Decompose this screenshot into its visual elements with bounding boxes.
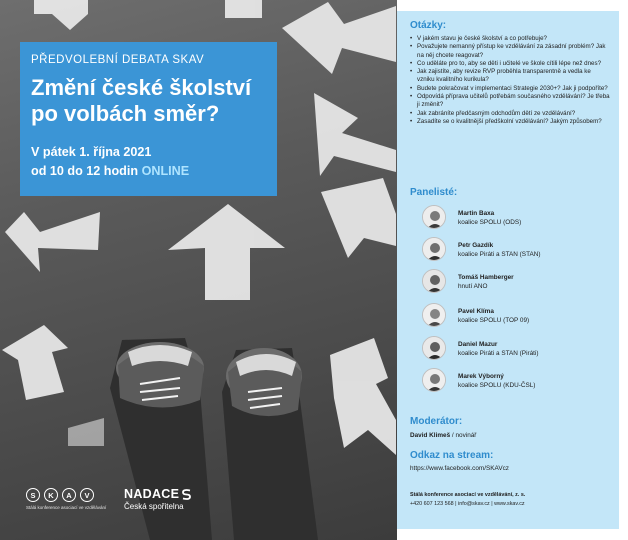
moderator-name: David Klimeš — [410, 432, 451, 439]
skav-letters — [26, 488, 116, 502]
panelist-name: Pavel Klíma — [458, 308, 494, 315]
nadace-subtitle: Česká spořitelna — [124, 502, 184, 511]
avatar — [422, 368, 446, 392]
panelist-party: koalice SPOLU (TOP 09) — [458, 317, 530, 325]
moderator-line — [410, 432, 476, 439]
panelist-row — [422, 237, 612, 267]
question-item: • Zasadíte se o kvalitnější předškolní vzdělávání? Jakým způsobem? — [410, 118, 610, 126]
panelist-party: koalice SPOLU (KDU-ČSL) — [458, 382, 536, 390]
question-item: • Co uděláte pro to, aby se děti i učitelé ve škole cítili lépe než dnes? — [410, 60, 610, 68]
stream-link[interactable]: https://www.facebook.com/SKAVcz — [410, 465, 509, 472]
moderator-heading: Moderátor: — [410, 416, 463, 427]
questions-heading: Otázky: — [410, 20, 447, 31]
footer — [410, 491, 525, 508]
nadace-name: NADACE — [124, 487, 180, 501]
nadace-logo[interactable] — [124, 487, 191, 511]
event-time-line — [31, 162, 265, 181]
panelist-row — [422, 205, 612, 235]
panelist-row — [422, 269, 612, 299]
panelist-row — [422, 303, 612, 333]
panelist-row — [422, 368, 612, 398]
question-item: • Budete pokračovat v implementaci Strategie 2030+? Jak ji podpoříte? — [410, 85, 610, 93]
panelist-party: koalice Piráti a STAN (STAN) — [458, 251, 541, 259]
avatar — [422, 303, 446, 327]
skav-letter: V — [80, 488, 94, 502]
event-date: V pátek 1. října 2021 — [31, 144, 152, 159]
panelist-name: Daniel Mazur — [458, 341, 498, 348]
skav-letter: S — [26, 488, 40, 502]
avatar — [422, 269, 446, 293]
panelist-name: Petr Gazdík — [458, 242, 494, 249]
panelist-name: Marek Výborný — [458, 373, 504, 380]
moderator-role: / novinář — [450, 432, 477, 439]
panelist-party: koalice Piráti a STAN (Piráti) — [458, 350, 539, 358]
stream-heading: Odkaz na stream: — [410, 450, 494, 461]
panelists-heading: Panelisté: — [410, 187, 458, 198]
questions-list — [410, 35, 610, 126]
question-item: • Jak zabráníte předčasným odchodům dětí ze vzdělávání? — [410, 110, 610, 118]
panelist-name: Tomáš Hamberger — [458, 274, 514, 281]
question-item: • Jak zajistíte, aby revize RVP proběhla transparentně a vedla ke vzniku kvalitního kurikula? — [410, 68, 610, 85]
event-headline — [31, 75, 265, 127]
panelist-row — [422, 336, 612, 366]
nadace-wordmark — [124, 487, 191, 501]
footer-contacts[interactable]: +420 607 123 568 | info@skav.cz | www.skav.cz — [410, 500, 525, 507]
skav-subtitle: Stálá konference asociací ve vzdělávání — [26, 505, 107, 510]
skav-letter: A — [62, 488, 76, 502]
footer-org: Stálá konference asociací ve vzdělávání, z. s. — [410, 492, 526, 498]
event-time: od 10 do 12 hodin — [31, 163, 139, 178]
panelist-name: Martin Baxa — [458, 210, 495, 217]
question-item: • V jakém stavu je české školství a co potřebuje? — [410, 35, 610, 43]
question-item: • Považujete nemanný přístup ke vzdělávání za zásadní problém? Jak na něj chcete reagovat? — [410, 43, 610, 60]
headline-line-1: Změní české školství — [31, 75, 252, 100]
avatar — [422, 237, 446, 261]
event-title-box — [20, 42, 277, 196]
sporitelna-s-icon — [182, 489, 191, 500]
skav-letter: K — [44, 488, 58, 502]
event-format: ONLINE — [141, 163, 190, 178]
info-panel — [397, 11, 619, 529]
avatar — [422, 336, 446, 360]
question-item: • Odpovídá příprava učitelů potřebám současného vzdělávání? Je třeba ji změnit? — [410, 93, 610, 110]
skav-logo[interactable] — [26, 488, 116, 510]
panelist-party: koalice SPOLU (ODS) — [458, 219, 522, 227]
headline-line-2: po volbách směr? — [31, 100, 220, 126]
panelist-party: hnutí ANO — [458, 283, 488, 291]
avatar — [422, 205, 446, 229]
event-kicker: PŘEDVOLEBNÍ DEBATA SKAV — [31, 54, 205, 66]
